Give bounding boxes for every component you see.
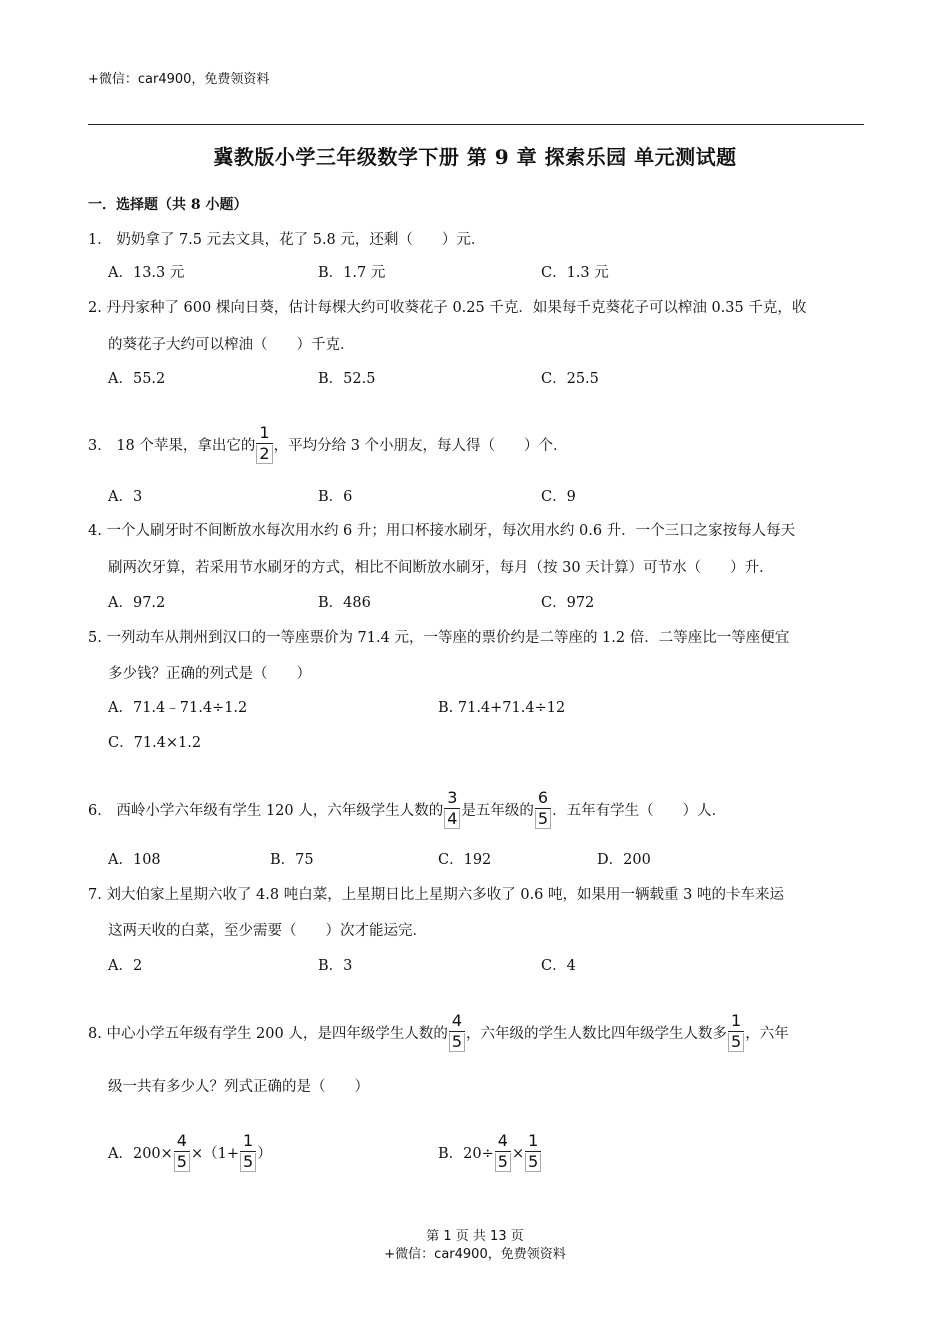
- footer-watermark-note: +微信：car4900，免费领资料: [384, 1247, 566, 1262]
- option-a-post: ）: [257, 1146, 272, 1162]
- option-a-pre: A．200×: [108, 1146, 173, 1162]
- question-4-line-2: 刷两次牙算，若采用节水刷牙的方式，相比不间断放水刷牙，每月（按 30 天计算）可节水（ ）升．: [108, 560, 774, 576]
- fraction-numerator: 4: [176, 1131, 187, 1150]
- question-6-mid: 是五年级的: [461, 803, 534, 819]
- question-6-option-b[interactable]: B．75: [270, 852, 314, 868]
- fraction-denominator: 5: [535, 810, 551, 829]
- option-a-mid: ×（1+: [190, 1146, 240, 1162]
- fraction: [495, 1132, 511, 1172]
- fraction-denominator: 4: [444, 810, 460, 829]
- question-4-option-b[interactable]: B．486: [318, 595, 371, 611]
- question-6-option-c[interactable]: C．192: [438, 852, 492, 868]
- header-watermark-note: +微信：car4900，免费领资料: [88, 72, 270, 87]
- fraction: [525, 1132, 541, 1172]
- question-3-option-b[interactable]: B．6: [318, 489, 353, 505]
- fraction: [240, 1132, 256, 1172]
- page-title: 冀教版小学三年级数学下册 第 9 章 探索乐园 单元测试题: [213, 145, 737, 169]
- fraction-denominator: 5: [495, 1153, 511, 1172]
- fraction-denominator: 5: [240, 1153, 256, 1172]
- question-3-text: [88, 423, 568, 466]
- question-2-option-a[interactable]: A．55.2: [108, 371, 166, 387]
- question-3-pre: 3． 18 个苹果，拿出它的: [88, 438, 256, 454]
- fraction-numerator: 3: [447, 788, 458, 807]
- question-1-text: 1． 奶奶拿了 7.5 元去文具，花了 5.8 元，还剩（ ）元．: [88, 232, 486, 248]
- question-3-post: ，平均分给 3 个小朋友，每人得（ ）个．: [273, 438, 568, 454]
- fraction-denominator: 5: [449, 1033, 465, 1052]
- question-4-option-a[interactable]: A．97.2: [108, 595, 166, 611]
- question-8-line-1: [88, 1011, 789, 1054]
- question-5-option-a[interactable]: A．71.4﹣71.4÷1.2: [108, 700, 248, 716]
- fraction-numerator: 1: [259, 423, 270, 442]
- fraction: [449, 1012, 465, 1052]
- question-5-line-2: 多少钱？正确的列式是（ ）: [108, 666, 311, 682]
- question-7-option-b[interactable]: B．3: [318, 958, 353, 974]
- question-5-line-1: 5. 一列动车从荆州到汉口的一等座票价为 71.4 元，一等座的票价约是二等座的 1.2 倍．二等座比一等座便宜: [88, 630, 790, 646]
- fraction: [444, 789, 460, 829]
- fraction-numerator: 4: [497, 1131, 508, 1150]
- question-2-option-c[interactable]: C．25.5: [541, 371, 599, 387]
- option-b-mid: ×: [511, 1146, 525, 1162]
- fraction: [728, 1012, 744, 1052]
- fraction-numerator: 1: [731, 1011, 742, 1030]
- question-7-option-c[interactable]: C．4: [541, 958, 576, 974]
- fraction-numerator: 6: [537, 788, 549, 807]
- question-2-option-b[interactable]: B．52.5: [318, 371, 376, 387]
- question-6-pre: 6． 西岭小学六年级有学生 120 人，六年级学生人数的: [88, 803, 444, 819]
- question-8-mid: ，六年级的学生人数比四年级学生人数多: [466, 1026, 728, 1042]
- fraction-numerator: 1: [243, 1131, 254, 1150]
- question-8-pre: 8. 中心小学五年级有学生 200 人，是四年级学生人数的: [88, 1026, 448, 1042]
- question-8-line-2: 级一共有多少人？列式正确的是（ ）: [108, 1079, 369, 1095]
- question-4-option-c[interactable]: C．972: [541, 595, 595, 611]
- question-8-option-a[interactable]: [108, 1131, 272, 1174]
- question-7-line-2: 这两天收的白菜，至少需要（ ）次才能运完．: [108, 923, 427, 939]
- fraction-denominator: 5: [728, 1033, 744, 1052]
- page-number: 第 1 页 共 13 页: [426, 1229, 524, 1244]
- question-5-option-c[interactable]: C．71.4×1.2: [108, 735, 202, 751]
- fraction-numerator: 1: [528, 1131, 539, 1150]
- question-1-option-a[interactable]: A．13.3 元: [108, 265, 185, 281]
- question-2-line-1: 2. 丹丹家种了 600 棵向日葵，估计每棵大约可收葵花子 0.25 千克．如果每千克葵花子可以榨油 0.35 千克，收: [88, 300, 807, 316]
- header-divider: [88, 124, 864, 125]
- question-8-post: ，六年: [745, 1026, 789, 1042]
- question-3-option-c[interactable]: C．9: [541, 489, 576, 505]
- fraction-numerator: 4: [451, 1011, 463, 1030]
- fraction: [174, 1132, 190, 1172]
- question-6-post: ．五年有学生（ ）人．: [552, 803, 727, 819]
- fraction: [256, 424, 272, 464]
- option-b-pre: B．20÷: [438, 1146, 494, 1162]
- question-8-option-b[interactable]: [438, 1131, 542, 1174]
- question-6-option-a[interactable]: A．108: [108, 852, 161, 868]
- section-heading: 一．选择题（共 8 小题）: [88, 197, 248, 213]
- fraction-denominator: 5: [174, 1153, 190, 1172]
- question-4-line-1: 4. 一个人刷牙时不间断放水每次用水约 6 升；用口杯接水刷牙，每次用水约 0.6 升．一个三口之家按每人每天: [88, 523, 796, 539]
- question-7-line-1: 7. 刘大伯家上星期六收了 4.8 吨白菜，上星期日比上星期六多收了 0.6 吨，如果用一辆载重 3 吨的卡车来运: [88, 887, 784, 903]
- question-3-option-a[interactable]: A．3: [108, 489, 143, 505]
- question-1-option-c[interactable]: C．1.3 元: [541, 265, 609, 281]
- fraction-denominator: 5: [525, 1153, 541, 1172]
- question-6-text: [88, 788, 727, 831]
- question-1-option-b[interactable]: B．1.7 元: [318, 265, 386, 281]
- question-6-option-d[interactable]: D．200: [597, 852, 651, 868]
- fraction: [535, 789, 551, 829]
- question-7-option-a[interactable]: A．2: [108, 958, 143, 974]
- question-5-option-b[interactable]: B. 71.4+71.4÷12: [438, 700, 566, 716]
- fraction-denominator: 2: [256, 445, 272, 464]
- question-2-line-2: 的葵花子大约可以榨油（ ）千克．: [108, 337, 355, 353]
